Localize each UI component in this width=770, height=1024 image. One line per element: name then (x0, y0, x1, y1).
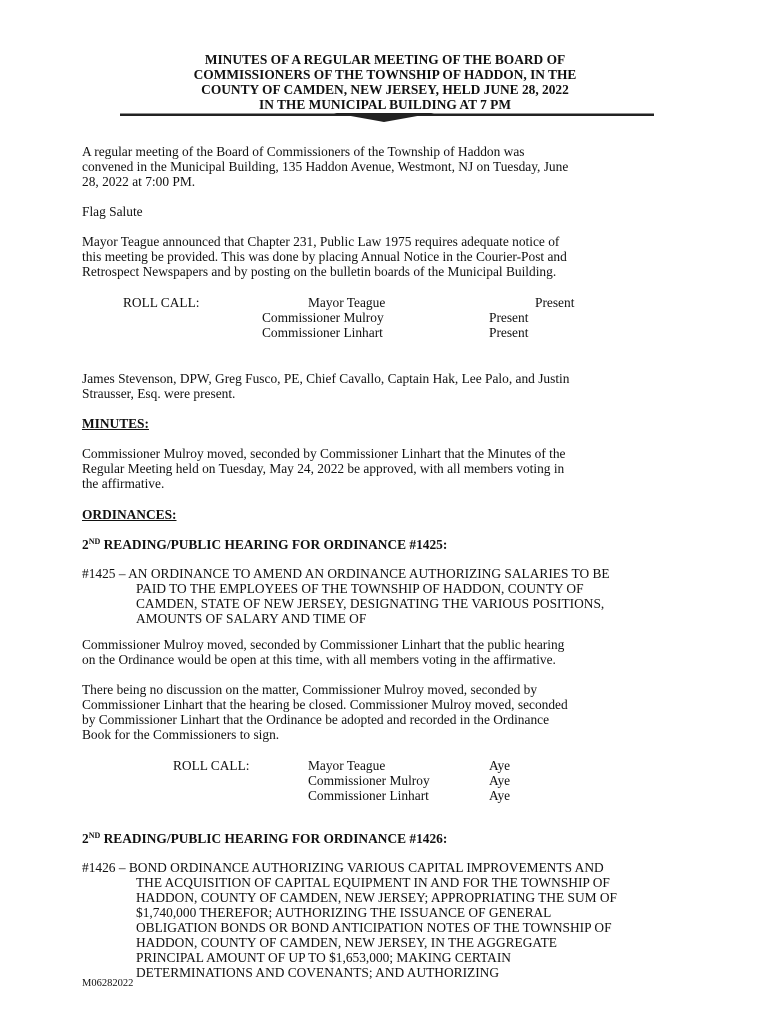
ordinance-1426-text: #1426 – BOND ORDINANCE AUTHORIZING VARIOUS CAPITAL IMPROVEMENTS AND THE ACQUISITION OF CAPITAL EQUIPMENT IN AND FOR THE TOWNSHIP OF HADDON, COUNTY OF CAMDEN, NEW JERSEY; APPROPRIATING THE SUM OF $1,740,000 THEREFOR; AUTHORIZING THE ISSUANCE OF GENERAL OBLIGATION BONDS OR BOND ANTICIPATION NOTES OF THE TOWNSHIP OF HADDON, COUNTY OF CAMDEN, NEW JERSEY, IN THE AGGREGATE PRINCIPAL AMOUNT OF UP TO $1,653,000; MAKING CERTAIN DETERMINATIONS AND COVENANTS; AND AUTHORIZING (82, 860, 618, 980)
ordinance-1425-adoption: There being no discussion on the matter, Commissioner Mulroy moved, seconded by Commissioner Linhart that the hearing be closed. Commissioner Mulroy moved, seconded by Commissioner Linhart that the Ordinance be adopted and recorded in the Ordinance Book for the Commissioners to sign. (82, 682, 568, 742)
roll-call-label: ROLL CALL: (123, 295, 200, 310)
ordinance-1425-heading: 2ND READING/PUBLIC HEARING FOR ORDINANCE #1425: (82, 537, 448, 552)
ordinances-heading: ORDINANCES: (82, 507, 177, 522)
roll-call-name: Mayor Teague (308, 758, 386, 773)
minutes-heading: MINUTES: (82, 416, 149, 431)
ordinance-1425-hearing: Commissioner Mulroy moved, seconded by Commissioner Linhart that the public hearing on the Ordinance would be open at this time, with all members voting in the affirmative. (82, 637, 565, 667)
roll-call-name: Mayor Teague (308, 295, 386, 310)
present-paragraph: James Stevenson, DPW, Greg Fusco, PE, Chief Cavallo, Captain Hak, Lee Palo, and Justin Strausser, Esq. were present. (82, 371, 570, 401)
roll-call-name: Commissioner Linhart (262, 325, 383, 340)
document-title (82, 52, 688, 112)
notice-paragraph: Mayor Teague announced that Chapter 231, Public Law 1975 requires adequate notice of this meeting be provided. This was done by placing Annual Notice in the Courier-Post and Retrospect Newspapers and by posting on the bulletin boards of the Municipal Building. (82, 234, 567, 279)
ordinance-1426-heading: 2ND READING/PUBLIC HEARING FOR ORDINANCE #1426: (82, 831, 448, 846)
roll-call-status: Present (489, 310, 529, 325)
title-line: MINUTES OF A REGULAR MEETING OF THE BOARD OF (204, 52, 566, 67)
roll-call-label: ROLL CALL: (173, 758, 250, 773)
page-footer-code: M06282022 (82, 978, 134, 989)
roll-call-name: Commissioner Mulroy (308, 773, 430, 788)
roll-call-status: Present (489, 325, 529, 340)
title-line: COUNTY OF CAMDEN, NEW JERSEY, HELD JUNE 28, 2022 (201, 82, 569, 97)
roll-call-vote: Aye (489, 758, 511, 773)
roll-call-status: Present (535, 295, 575, 310)
roll-call-vote: Aye (489, 788, 511, 803)
intro-paragraph: A regular meeting of the Board of Commissioners of the Township of Haddon was convened in the Municipal Building, 135 Haddon Avenue, Westmont, NJ on Tuesday, June 28, 2022 at 7:00 PM. (82, 144, 569, 189)
flag-salute: Flag Salute (82, 204, 143, 219)
title-line: COMMISSIONERS OF THE TOWNSHIP OF HADDON, IN THE (193, 67, 577, 82)
roll-call-vote: Aye (489, 773, 511, 788)
roll-call-name: Commissioner Mulroy (262, 310, 384, 325)
ordinance-1425-text: #1425 – AN ORDINANCE TO AMEND AN ORDINANCE AUTHORIZING SALARIES TO BE PAID TO THE EMPLOYEES OF THE TOWNSHIP OF HADDON, COUNTY OF CAMDEN, STATE OF NEW JERSEY, DESIGNATING THE VARIOUS POSITIONS, AMOUNTS OF SALARY AND TIME OF (82, 566, 610, 626)
roll-call-name: Commissioner Linhart (308, 788, 429, 803)
title-divider-ornament (334, 113, 434, 123)
minutes-paragraph: Commissioner Mulroy moved, seconded by Commissioner Linhart that the Minutes of the Regular Meeting held on Tuesday, May 24, 2022 be approved, with all members voting in the affirmative. (82, 446, 566, 491)
title-line: IN THE MUNICIPAL BUILDING AT 7 PM (259, 97, 511, 112)
